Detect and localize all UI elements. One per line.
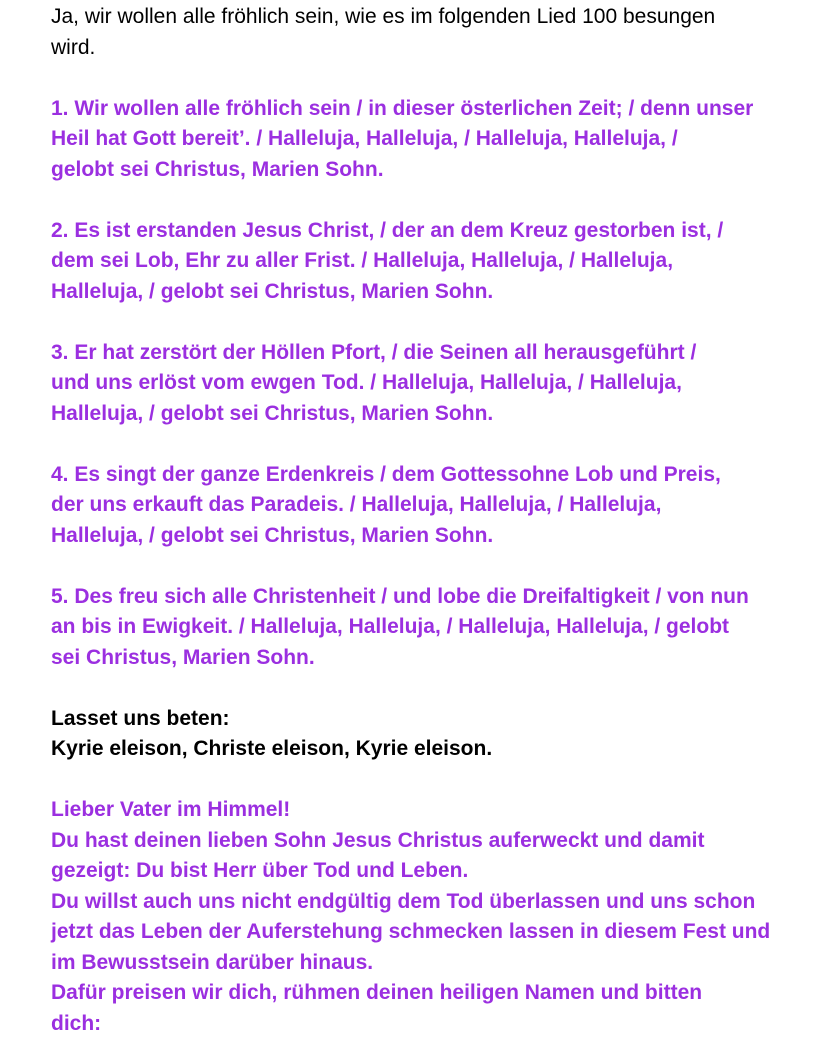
verse-2 — [51, 216, 811, 308]
prayer-text — [51, 795, 811, 1039]
verse-line: an bis in Ewigkeit. / Halleluja, Halleluja, / Halleluja, Halleluja, / gelobt — [51, 612, 811, 643]
prayer-line: dich: — [51, 1009, 811, 1039]
verse-line: Halleluja, / gelobt sei Christus, Marien Sohn. — [51, 277, 811, 308]
verse-line: und uns erlöst vom ewgen Tod. / Halleluja, Halleluja, / Halleluja, — [51, 368, 811, 399]
verse-1 — [51, 94, 811, 186]
prayer-line: Du willst auch uns nicht endgültig dem Tod überlassen und uns schon — [51, 887, 811, 918]
paragraph-gap — [51, 63, 811, 94]
prayer-call — [51, 704, 811, 765]
verse-line: 1. Wir wollen alle fröhlich sein / in dieser österlichen Zeit; / denn unser — [51, 94, 811, 125]
verse-line: Halleluja, / gelobt sei Christus, Marien Sohn. — [51, 521, 811, 552]
verse-line: 2. Es ist erstanden Jesus Christ, / der an dem Kreuz gestorben ist, / — [51, 216, 811, 247]
prayer-line: Dafür preisen wir dich, rühmen deinen heiligen Namen und bitten — [51, 978, 811, 1009]
verse-line: der uns erkauft das Paradeis. / Halleluja, Halleluja, / Halleluja, — [51, 490, 811, 521]
prayer-call-line: Kyrie eleison, Christe eleison, Kyrie eleison. — [51, 734, 811, 765]
prayer-call-line: Lasset uns beten: — [51, 704, 811, 735]
verse-line: 4. Es singt der ganze Erdenkreis / dem Gottessohne Lob und Preis, — [51, 460, 811, 491]
verse-line: sei Christus, Marien Sohn. — [51, 643, 811, 674]
prayer-line: jetzt das Leben der Auferstehung schmecken lassen in diesem Fest und — [51, 917, 811, 948]
verse-line: Heil hat Gott bereit’. / Halleluja, Halleluja, / Halleluja, Halleluja, / — [51, 124, 811, 155]
paragraph-gap — [51, 673, 811, 704]
intro-paragraph — [51, 2, 811, 63]
document-page — [51, 2, 811, 1039]
verse-line: gelobt sei Christus, Marien Sohn. — [51, 155, 811, 186]
paragraph-gap — [51, 551, 811, 582]
prayer-line: im Bewusstsein darüber hinaus. — [51, 948, 811, 979]
paragraph-gap — [51, 765, 811, 796]
prayer-line: Lieber Vater im Himmel! — [51, 795, 811, 826]
verse-line: 3. Er hat zerstört der Höllen Pfort, / die Seinen all herausgeführt / — [51, 338, 811, 369]
verse-3 — [51, 338, 811, 430]
verse-5 — [51, 582, 811, 674]
prayer-line: gezeigt: Du bist Herr über Tod und Leben. — [51, 856, 811, 887]
verse-line: Halleluja, / gelobt sei Christus, Marien Sohn. — [51, 399, 811, 430]
intro-line: Ja, wir wollen alle fröhlich sein, wie es im folgenden Lied 100 besungen — [51, 2, 811, 33]
paragraph-gap — [51, 307, 811, 338]
verse-line: dem sei Lob, Ehr zu aller Frist. / Halleluja, Halleluja, / Halleluja, — [51, 246, 811, 277]
paragraph-gap — [51, 429, 811, 460]
paragraph-gap — [51, 185, 811, 216]
prayer-line: Du hast deinen lieben Sohn Jesus Christus auferweckt und damit — [51, 826, 811, 857]
verse-line: 5. Des freu sich alle Christenheit / und lobe die Dreifaltigkeit / von nun — [51, 582, 811, 613]
intro-line: wird. — [51, 33, 811, 64]
verse-4 — [51, 460, 811, 552]
